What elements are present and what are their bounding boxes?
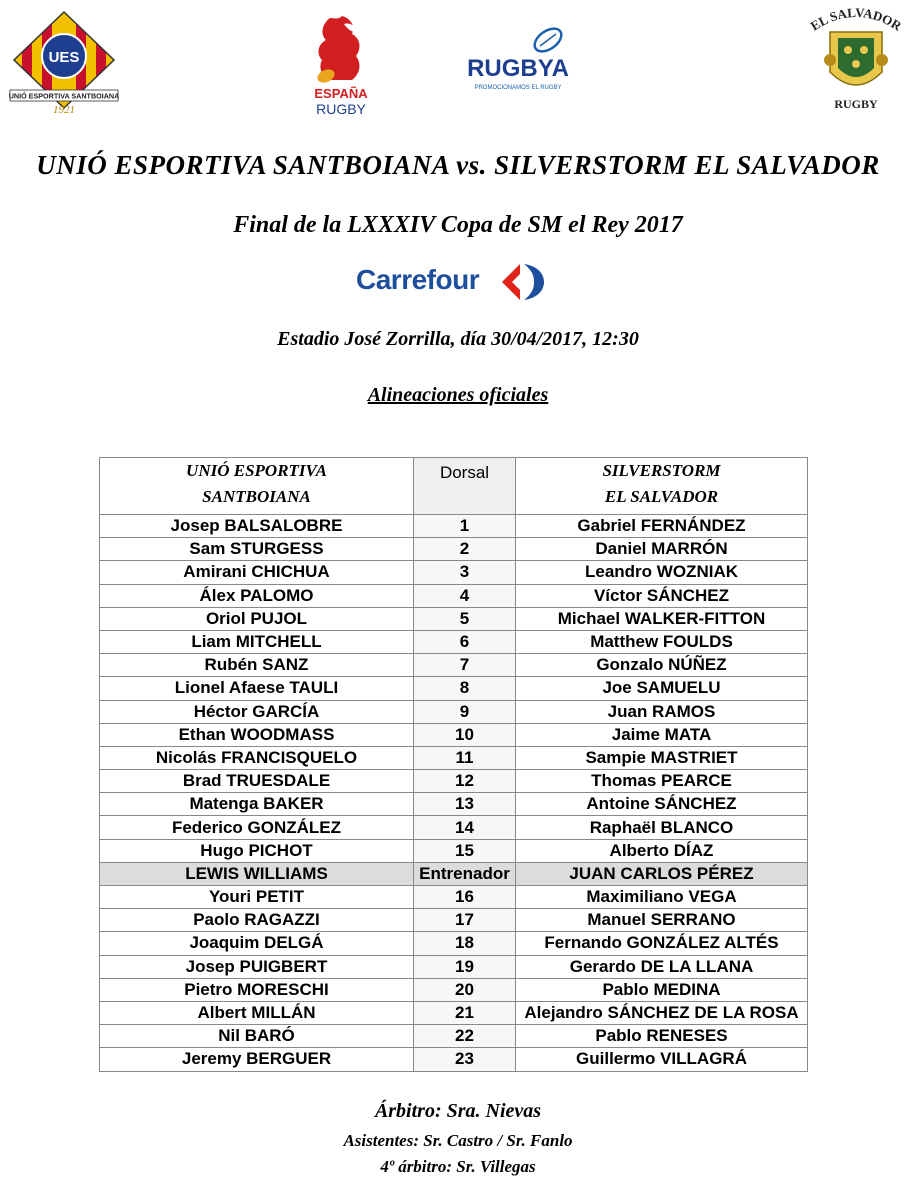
away-player-name: Joe SAMUELU xyxy=(516,677,808,700)
home-player-name: Álex PALOMO xyxy=(100,584,414,607)
el-salvador-bottom-text: RUGBY xyxy=(834,97,878,111)
home-player-name: Joaquim DELGÁ xyxy=(100,932,414,955)
home-player-name: Pietro MORESCHI xyxy=(100,978,414,1001)
table-row xyxy=(100,886,808,909)
home-player-name: Amirani CHICHUA xyxy=(100,561,414,584)
away-player-name: Pablo MEDINA xyxy=(516,978,808,1001)
home-player-name: Ethan WOODMASS xyxy=(100,723,414,746)
dorsal-number: 3 xyxy=(414,561,516,584)
dorsal-number: 11 xyxy=(414,746,516,769)
referee-line: Árbitro: Sra. Nievas xyxy=(374,1100,542,1122)
table-row xyxy=(100,955,808,978)
santboiana-logo xyxy=(8,8,120,116)
dorsal-number: 1 xyxy=(414,515,516,538)
dorsal-number: Entrenador xyxy=(414,862,516,885)
dorsal-number: 5 xyxy=(414,607,516,630)
table-row xyxy=(100,746,808,769)
away-header-line2: EL SALVADOR xyxy=(604,487,719,506)
table-row xyxy=(100,816,808,839)
away-player-name: Antoine SÁNCHEZ xyxy=(516,793,808,816)
away-player-name: Leandro WOZNIAK xyxy=(516,561,808,584)
home-header-line1: UNIÓ ESPORTIVA xyxy=(186,461,327,480)
santboiana-initials: UES xyxy=(48,49,80,66)
dorsal-number: 9 xyxy=(414,700,516,723)
home-player-name: Josep PUIGBERT xyxy=(100,955,414,978)
table-row xyxy=(100,932,808,955)
away-team-header xyxy=(516,458,808,515)
dorsal-number: 23 xyxy=(414,1048,516,1071)
home-player-name: Hugo PICHOT xyxy=(100,839,414,862)
el-salvador-top-text: EL SALVADOR xyxy=(807,4,905,34)
away-player-name: Víctor SÁNCHEZ xyxy=(516,584,808,607)
espana-rugby-logo xyxy=(300,10,382,118)
away-player-name: Michael WALKER-FITTON xyxy=(516,607,808,630)
table-row xyxy=(100,561,808,584)
away-player-name: Maximiliano VEGA xyxy=(516,886,808,909)
dorsal-number: 12 xyxy=(414,770,516,793)
table-row xyxy=(100,1025,808,1048)
lineup-table xyxy=(99,457,808,1072)
dorsal-number: 22 xyxy=(414,1025,516,1048)
home-player-name: Nil BARÓ xyxy=(100,1025,414,1048)
home-player-name: Matenga BAKER xyxy=(100,793,414,816)
away-player-name: Sampie MASTRIET xyxy=(516,746,808,769)
away-player-name: Gonzalo NÚÑEZ xyxy=(516,654,808,677)
home-player-name: Federico GONZÁLEZ xyxy=(100,816,414,839)
table-row xyxy=(100,909,808,932)
dorsal-number: 2 xyxy=(414,538,516,561)
dorsal-number: 15 xyxy=(414,839,516,862)
lineups-heading: Alineaciones oficiales xyxy=(367,384,549,406)
home-player-name: Youri PETIT xyxy=(100,886,414,909)
away-player-name: Daniel MARRÓN xyxy=(516,538,808,561)
home-player-name: Sam STURGESS xyxy=(100,538,414,561)
dorsal-number: 13 xyxy=(414,793,516,816)
home-header-line2: SANTBOIANA xyxy=(202,487,311,506)
home-player-name: Lionel Afaese TAULI xyxy=(100,677,414,700)
away-player-name: JUAN CARLOS PÉREZ xyxy=(516,862,808,885)
table-row xyxy=(100,515,808,538)
table-row xyxy=(100,654,808,677)
home-player-name: Paolo RAGAZZI xyxy=(100,909,414,932)
lineup-header-row xyxy=(100,458,808,515)
table-row xyxy=(100,538,808,561)
dorsal-number: 14 xyxy=(414,816,516,839)
home-player-name: Liam MITCHELL xyxy=(100,630,414,653)
dorsal-number: 8 xyxy=(414,677,516,700)
el-salvador-logo xyxy=(800,2,912,118)
page-title: UNIÓ ESPORTIVA SANTBOIANA vs. SILVERSTORM EL SALVADOR xyxy=(36,150,880,180)
home-player-name: Josep BALSALOBRE xyxy=(100,515,414,538)
away-player-name: Matthew FOULDS xyxy=(516,630,808,653)
away-player-name: Gabriel FERNÁNDEZ xyxy=(516,515,808,538)
espana-line2: RUGBY xyxy=(316,101,366,117)
dorsal-number: 17 xyxy=(414,909,516,932)
rugbyya-logo xyxy=(462,20,580,96)
home-player-name: Héctor GARCÍA xyxy=(100,700,414,723)
assistants-line: Asistentes: Sr. Castro / Sr. Fanlo xyxy=(343,1131,573,1150)
table-row xyxy=(100,839,808,862)
table-row xyxy=(100,700,808,723)
table-row xyxy=(100,1048,808,1071)
santboiana-year: 1921 xyxy=(53,104,75,116)
table-row xyxy=(100,723,808,746)
away-player-name: Juan RAMOS xyxy=(516,700,808,723)
santboiana-banner: UNIÓ ESPORTIVA SANTBOIANA xyxy=(8,91,120,101)
dorsal-number: 18 xyxy=(414,932,516,955)
table-row xyxy=(100,770,808,793)
svg-text:EL SALVADOR xyxy=(808,5,905,34)
home-player-name: LEWIS WILLIAMS xyxy=(100,862,414,885)
table-row xyxy=(100,677,808,700)
home-player-name: Rubén SANZ xyxy=(100,654,414,677)
carrefour-mark-icon xyxy=(494,260,550,304)
away-player-name: Fernando GONZÁLEZ ALTÉS xyxy=(516,932,808,955)
away-player-name: Gerardo DE LA LLANA xyxy=(516,955,808,978)
dorsal-number: 7 xyxy=(414,654,516,677)
dorsal-number: 21 xyxy=(414,1001,516,1024)
dorsal-header: Dorsal xyxy=(414,458,516,515)
table-row xyxy=(100,607,808,630)
away-header-line1: SILVERSTORM xyxy=(602,461,721,480)
home-player-name: Jeremy BERGUER xyxy=(100,1048,414,1071)
away-player-name: Thomas PEARCE xyxy=(516,770,808,793)
home-player-name: Brad TRUESDALE xyxy=(100,770,414,793)
rugbyya-name: RUGBYA xyxy=(467,55,569,82)
away-player-name: Alberto DÍAZ xyxy=(516,839,808,862)
espana-line1: ESPAÑA xyxy=(314,86,368,101)
dorsal-number: 19 xyxy=(414,955,516,978)
table-row xyxy=(100,862,808,885)
dorsal-number: 4 xyxy=(414,584,516,607)
venue-line: Estadio José Zorrilla, día 30/04/2017, 12:30 xyxy=(277,328,639,350)
dorsal-number: 10 xyxy=(414,723,516,746)
sponsor-name: Carrefour xyxy=(356,264,480,295)
away-player-name: Raphaël BLANCO xyxy=(516,816,808,839)
table-row xyxy=(100,1001,808,1024)
dorsal-number: 6 xyxy=(414,630,516,653)
away-player-name: Alejandro SÁNCHEZ DE LA ROSA xyxy=(516,1001,808,1024)
fourth-official-line: 4º árbitro: Sr. Villegas xyxy=(380,1157,536,1176)
home-player-name: Oriol PUJOL xyxy=(100,607,414,630)
away-player-name: Jaime MATA xyxy=(516,723,808,746)
away-player-name: Manuel SERRANO xyxy=(516,909,808,932)
home-player-name: Albert MILLÁN xyxy=(100,1001,414,1024)
table-row xyxy=(100,584,808,607)
home-team-header xyxy=(100,458,414,515)
dorsal-number: 20 xyxy=(414,978,516,1001)
table-row xyxy=(100,630,808,653)
rugbyya-tagline: PROMOCIONAMOS EL RUGBY xyxy=(474,85,562,91)
dorsal-number: 16 xyxy=(414,886,516,909)
carrefour-logo xyxy=(356,260,556,304)
home-player-name: Nicolás FRANCISQUELO xyxy=(100,746,414,769)
away-player-name: Guillermo VILLAGRÁ xyxy=(516,1048,808,1071)
table-row xyxy=(100,793,808,816)
away-player-name: Pablo RENESES xyxy=(516,1025,808,1048)
table-row xyxy=(100,978,808,1001)
page-subtitle: Final de la LXXXIV Copa de SM el Rey 2017 xyxy=(233,212,683,238)
